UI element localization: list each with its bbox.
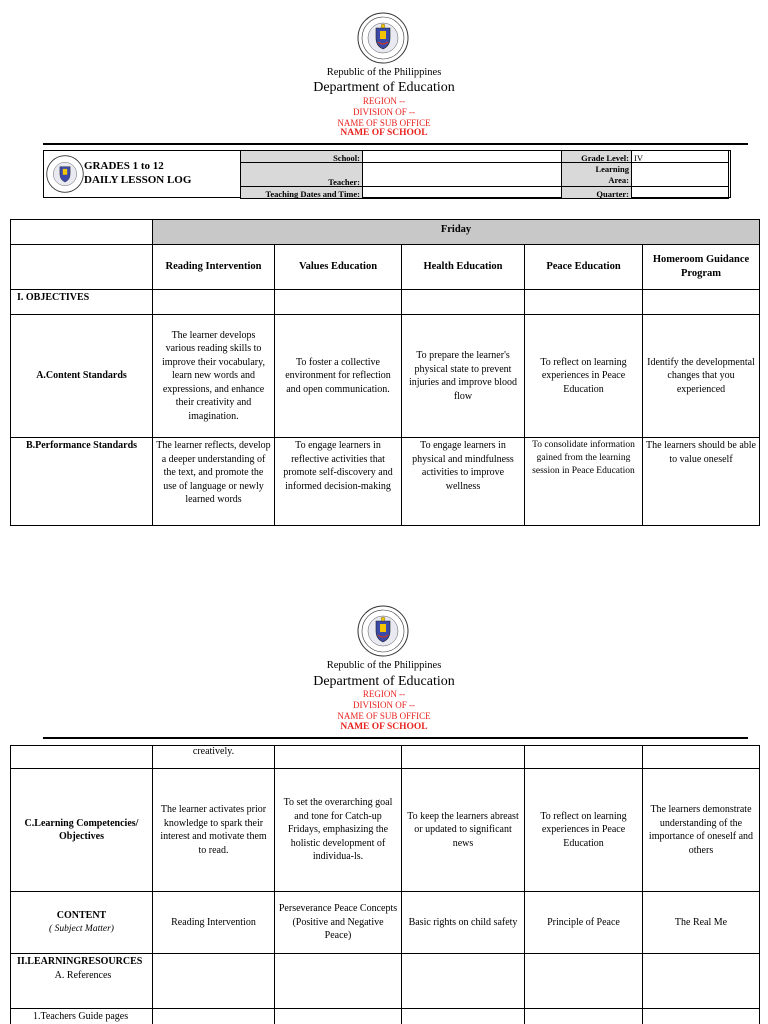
deped-seal-logo xyxy=(357,605,409,657)
table-cell xyxy=(643,1009,760,1024)
teachers-guide-label: 1.Teachers Guide pages xyxy=(11,1009,153,1024)
content-label-cell xyxy=(11,892,153,954)
column-header-reading: Reading Intervention xyxy=(153,245,275,290)
table-cell xyxy=(11,746,153,769)
continued-text-cell: creatively. xyxy=(153,746,275,769)
table-cell xyxy=(525,290,643,315)
grade-level-field[interactable]: IV xyxy=(632,151,729,163)
column-header-values: Values Education xyxy=(275,245,402,290)
info-fields-table xyxy=(240,150,729,199)
learning-competencies-label: C.Learning Competencies/ Objectives xyxy=(11,769,153,892)
table-cell xyxy=(153,1009,275,1024)
table-cell: To consolidate information gained from the learning session in Peace Education xyxy=(525,438,643,526)
table-cell xyxy=(402,746,525,769)
department-title: Department of Education xyxy=(313,674,455,689)
region-line: REGION -- xyxy=(362,96,406,106)
table-cell: To reflect on learning experiences in Peace Education xyxy=(525,315,643,438)
table-cell xyxy=(275,954,402,1009)
table-cell xyxy=(402,290,525,315)
table-cell xyxy=(643,954,760,1009)
header-divider xyxy=(43,143,748,145)
column-header-homeroom: Homeroom Guidance Program xyxy=(643,245,760,290)
lesson-log-table-page1 xyxy=(10,219,760,526)
region-line: REGION -- xyxy=(362,689,406,699)
table-cell xyxy=(153,954,275,1009)
table-cell: Basic rights on child safety xyxy=(402,892,525,954)
learning-area-field[interactable] xyxy=(632,163,729,187)
table-cell: To set the overarching goal and tone for Catch-up Fridays, emphasizing the holistic development of individua-ls. xyxy=(275,769,402,892)
table-cell: The learner activates prior knowledge to spark their interest and motivate them to read. xyxy=(153,769,275,892)
table-cell: The Real Me xyxy=(643,892,760,954)
deped-seal-small-logo xyxy=(46,155,84,193)
column-header-peace: Peace Education xyxy=(525,245,643,290)
sub-office-line: NAME OF SUB OFFICE xyxy=(337,711,431,721)
table-cell: Reading Intervention xyxy=(153,892,275,954)
subject-matter-label: ( Subject Matter) xyxy=(49,923,114,934)
day-header: Friday xyxy=(153,220,760,245)
corner-cell xyxy=(11,220,153,245)
table-cell: Principle of Peace xyxy=(525,892,643,954)
table-cell xyxy=(402,954,525,1009)
school-field[interactable] xyxy=(363,151,562,163)
header-divider xyxy=(43,737,748,739)
school-name-line: NAME OF SCHOOL xyxy=(340,128,428,138)
table-cell: The learners demonstrate understanding of the importance of oneself and others xyxy=(643,769,760,892)
content-label: CONTENT xyxy=(56,910,107,922)
table-cell: To reflect on learning experiences in Peace Education xyxy=(525,769,643,892)
table-cell xyxy=(275,746,402,769)
table-cell: Perseverance Peace Concepts (Positive and Negative Peace) xyxy=(275,892,402,954)
table-cell: The learner develops various reading skills to improve their vocabulary, learn new words and expressions, and enhance their creativity and imagination. xyxy=(153,315,275,438)
table-cell xyxy=(525,746,643,769)
table-cell xyxy=(643,746,760,769)
table-cell: To foster a collective environment for reflection and open communication. xyxy=(275,315,402,438)
teaching-dates-label: Teaching Dates and Time: xyxy=(241,187,363,199)
school-label: School: xyxy=(241,151,363,163)
learning-resources-label: II.LEARNINGRESOURCES xyxy=(17,956,143,967)
grades-title xyxy=(84,159,191,187)
table-cell xyxy=(275,1009,402,1024)
table-cell xyxy=(402,1009,525,1024)
table-cell: To engage learners in physical and mindfulness activities to improve wellness xyxy=(402,438,525,526)
sub-office-line: NAME OF SUB OFFICE xyxy=(337,118,431,128)
teacher-label: Teacher: xyxy=(241,163,363,187)
table-cell xyxy=(525,1009,643,1024)
division-line: DIVISION OF -- xyxy=(353,107,415,117)
references-label: A. References xyxy=(54,969,112,981)
grades-label: GRADES 1 to 12 xyxy=(84,160,164,172)
table-cell xyxy=(525,954,643,1009)
table-cell: To engage learners in reflective activities that promote self-discovery and informed decision-making xyxy=(275,438,402,526)
department-title: Department of Education xyxy=(313,80,455,95)
table-cell: To keep the learners abreast or updated to significant news xyxy=(402,769,525,892)
table-cell xyxy=(643,290,760,315)
daily-lesson-log-label: DAILY LESSON LOG xyxy=(84,174,192,186)
table-cell: The learner reflects, develop a deeper understanding of the text, and promote the use of language or newly learned words xyxy=(153,438,275,526)
republic-line: Republic of the Philippines xyxy=(326,660,442,671)
table-cell xyxy=(275,290,402,315)
corner-cell-2 xyxy=(11,245,153,290)
objectives-section-label: I. OBJECTIVES xyxy=(11,290,153,315)
school-name-line: NAME OF SCHOOL xyxy=(340,722,428,732)
learning-area-label: Learning Area: xyxy=(562,163,632,187)
quarter-label: Quarter: xyxy=(562,187,632,199)
deped-seal-logo xyxy=(357,12,409,64)
quarter-field[interactable] xyxy=(632,187,729,199)
teacher-field[interactable] xyxy=(363,163,562,187)
performance-standards-label: B.Performance Standards xyxy=(11,438,153,526)
division-line: DIVISION OF -- xyxy=(353,700,415,710)
lesson-log-info-box xyxy=(43,150,731,198)
column-header-health: Health Education xyxy=(402,245,525,290)
table-cell: The learners should be able to value oneself xyxy=(643,438,760,526)
table-cell: To prepare the learner's physical state to prevent injuries and improve blood flow xyxy=(402,315,525,438)
grade-level-label: Grade Level: xyxy=(562,151,632,163)
learning-resources-cell xyxy=(11,954,153,1009)
teaching-dates-field[interactable] xyxy=(363,187,562,199)
lesson-log-table-page2 xyxy=(10,745,760,1024)
table-cell xyxy=(153,290,275,315)
republic-line: Republic of the Philippines xyxy=(326,67,442,78)
table-cell: Identify the developmental changes that you experienced xyxy=(643,315,760,438)
content-standards-label: A.Content Standards xyxy=(11,315,153,438)
